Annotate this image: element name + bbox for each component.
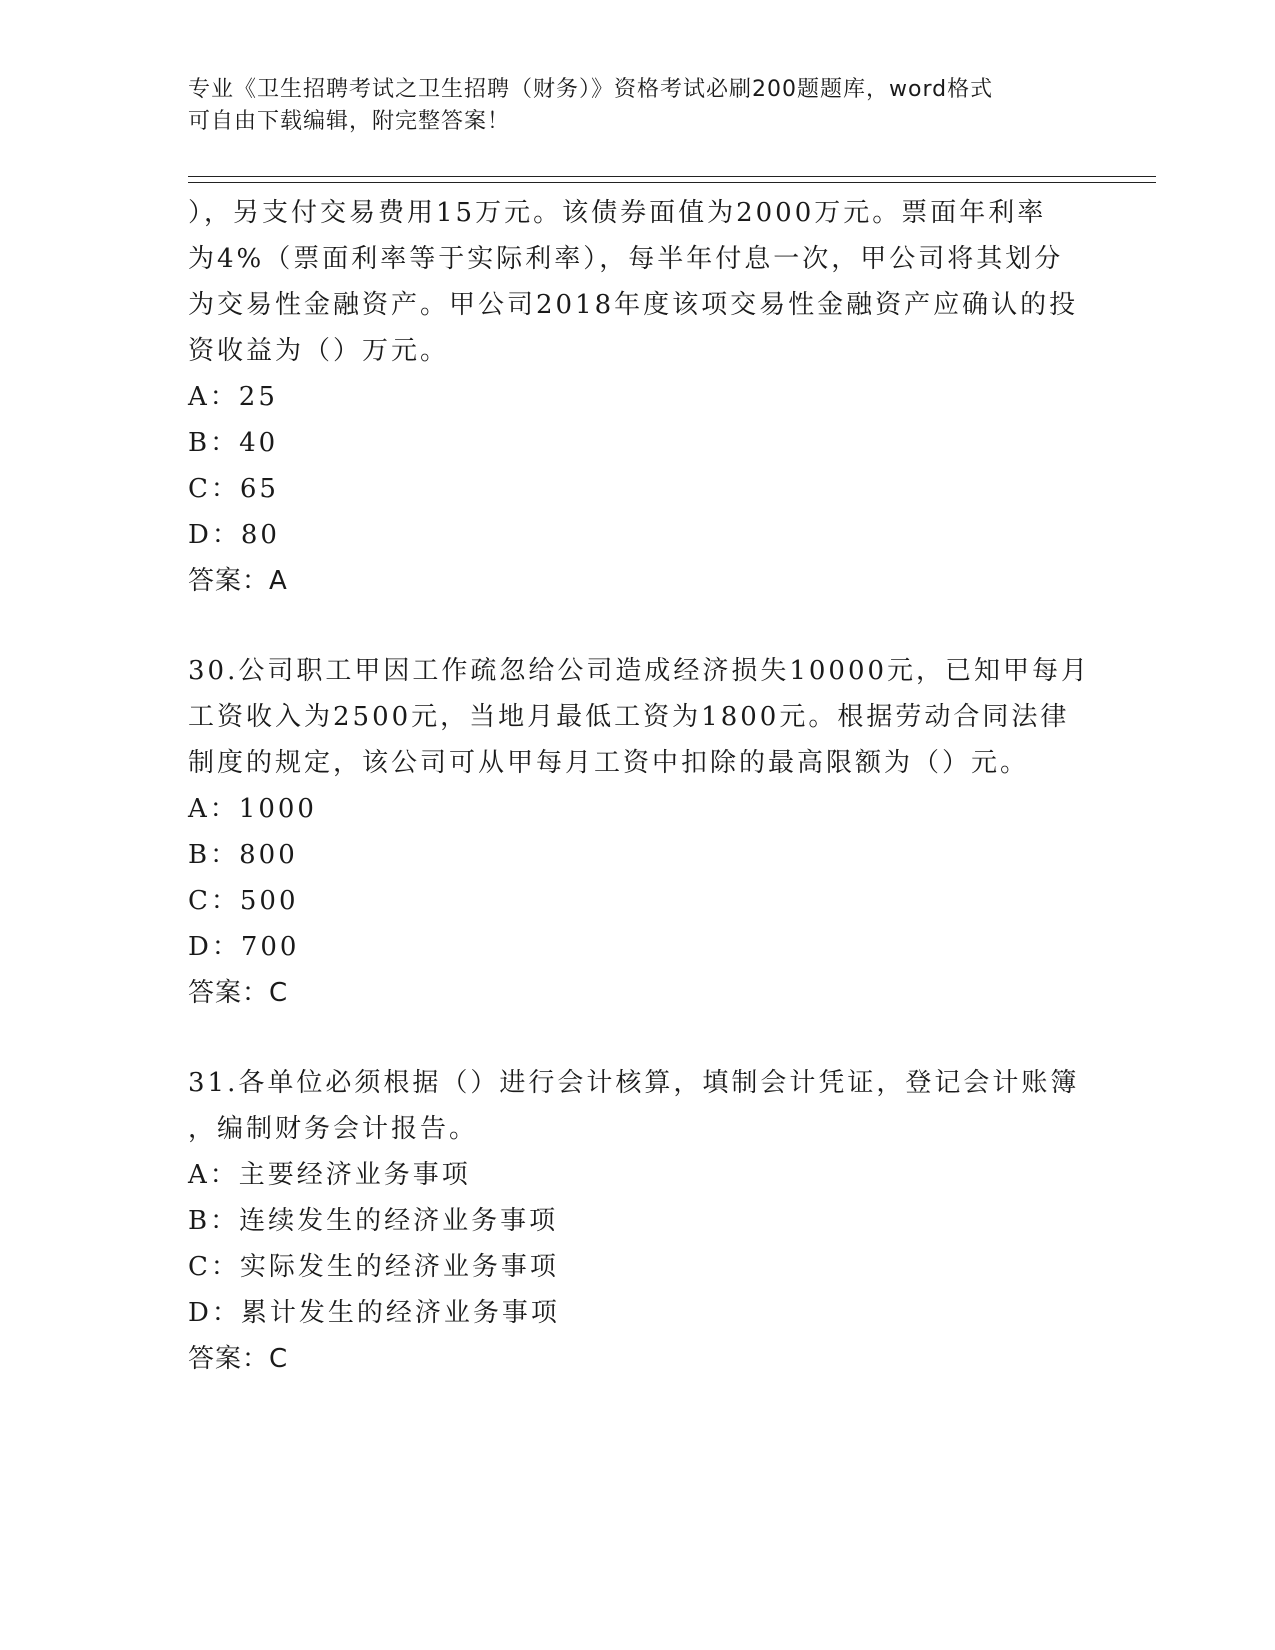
question-spacer [188,604,1088,648]
answer-label: 答案：C [188,978,289,1008]
option-d: D：80 [188,520,280,550]
option-a: A：25 [188,382,278,412]
header-title-line-1: 专业《卫生招聘考试之卫生招聘（财务）》资格考试必刷200题题库，word格式 [188,77,994,102]
answer-label: 答案：A [188,566,288,596]
question-text-line: 31.各单位必须根据（）进行会计核算，填制会计凭证，登记会计账簿 [188,1068,1080,1098]
option-b: B：40 [188,428,279,458]
question-text-line: ，编制财务会计报告。 [188,1114,479,1144]
header-divider-bottom [188,182,1156,183]
question-text-line: 30.公司职工甲因工作疏忽给公司造成经济损失10000元，已知甲每月 [188,656,1091,686]
question-text-line: ），另支付交易费用15万元。该债券面值为2000万元。票面年利率 [188,198,1047,228]
question-content [188,190,1091,1382]
question-30 [188,648,1091,1016]
question-text-line: 工资收入为2500元，当地月最低工资为1800元。根据劳动合同法律 [188,702,1070,732]
question-spacer [188,1016,1088,1060]
question-text-line: 为交易性金融资产。甲公司2018年度该项交易性金融资产应确认的投 [188,290,1079,320]
option-c: C：实际发生的经济业务事项 [188,1252,559,1282]
question-text-line: 为4%（票面利率等于实际利率），每半年付息一次，甲公司将其划分 [188,244,1064,274]
header-title-line-2: 可自由下载编辑，附完整答案！ [188,109,511,134]
option-d: D：700 [188,932,300,962]
question-29 [188,190,1088,604]
question-31 [188,1060,1088,1382]
option-a: A：主要经济业务事项 [188,1160,471,1190]
option-a: A：1000 [188,794,317,824]
page-header [188,74,1068,138]
option-b: B：连续发生的经济业务事项 [188,1206,559,1236]
question-text-line: 资收益为（）万元。 [188,336,450,366]
option-d: D：累计发生的经济业务事项 [188,1298,560,1328]
option-c: C：65 [188,474,279,504]
option-b: B：800 [188,840,298,870]
question-text-line: 制度的规定，该公司可从甲每月工资中扣除的最高限额为（）元。 [188,748,1030,778]
option-c: C：500 [188,886,299,916]
header-divider-top [188,176,1156,177]
answer-label: 答案：C [188,1344,289,1374]
